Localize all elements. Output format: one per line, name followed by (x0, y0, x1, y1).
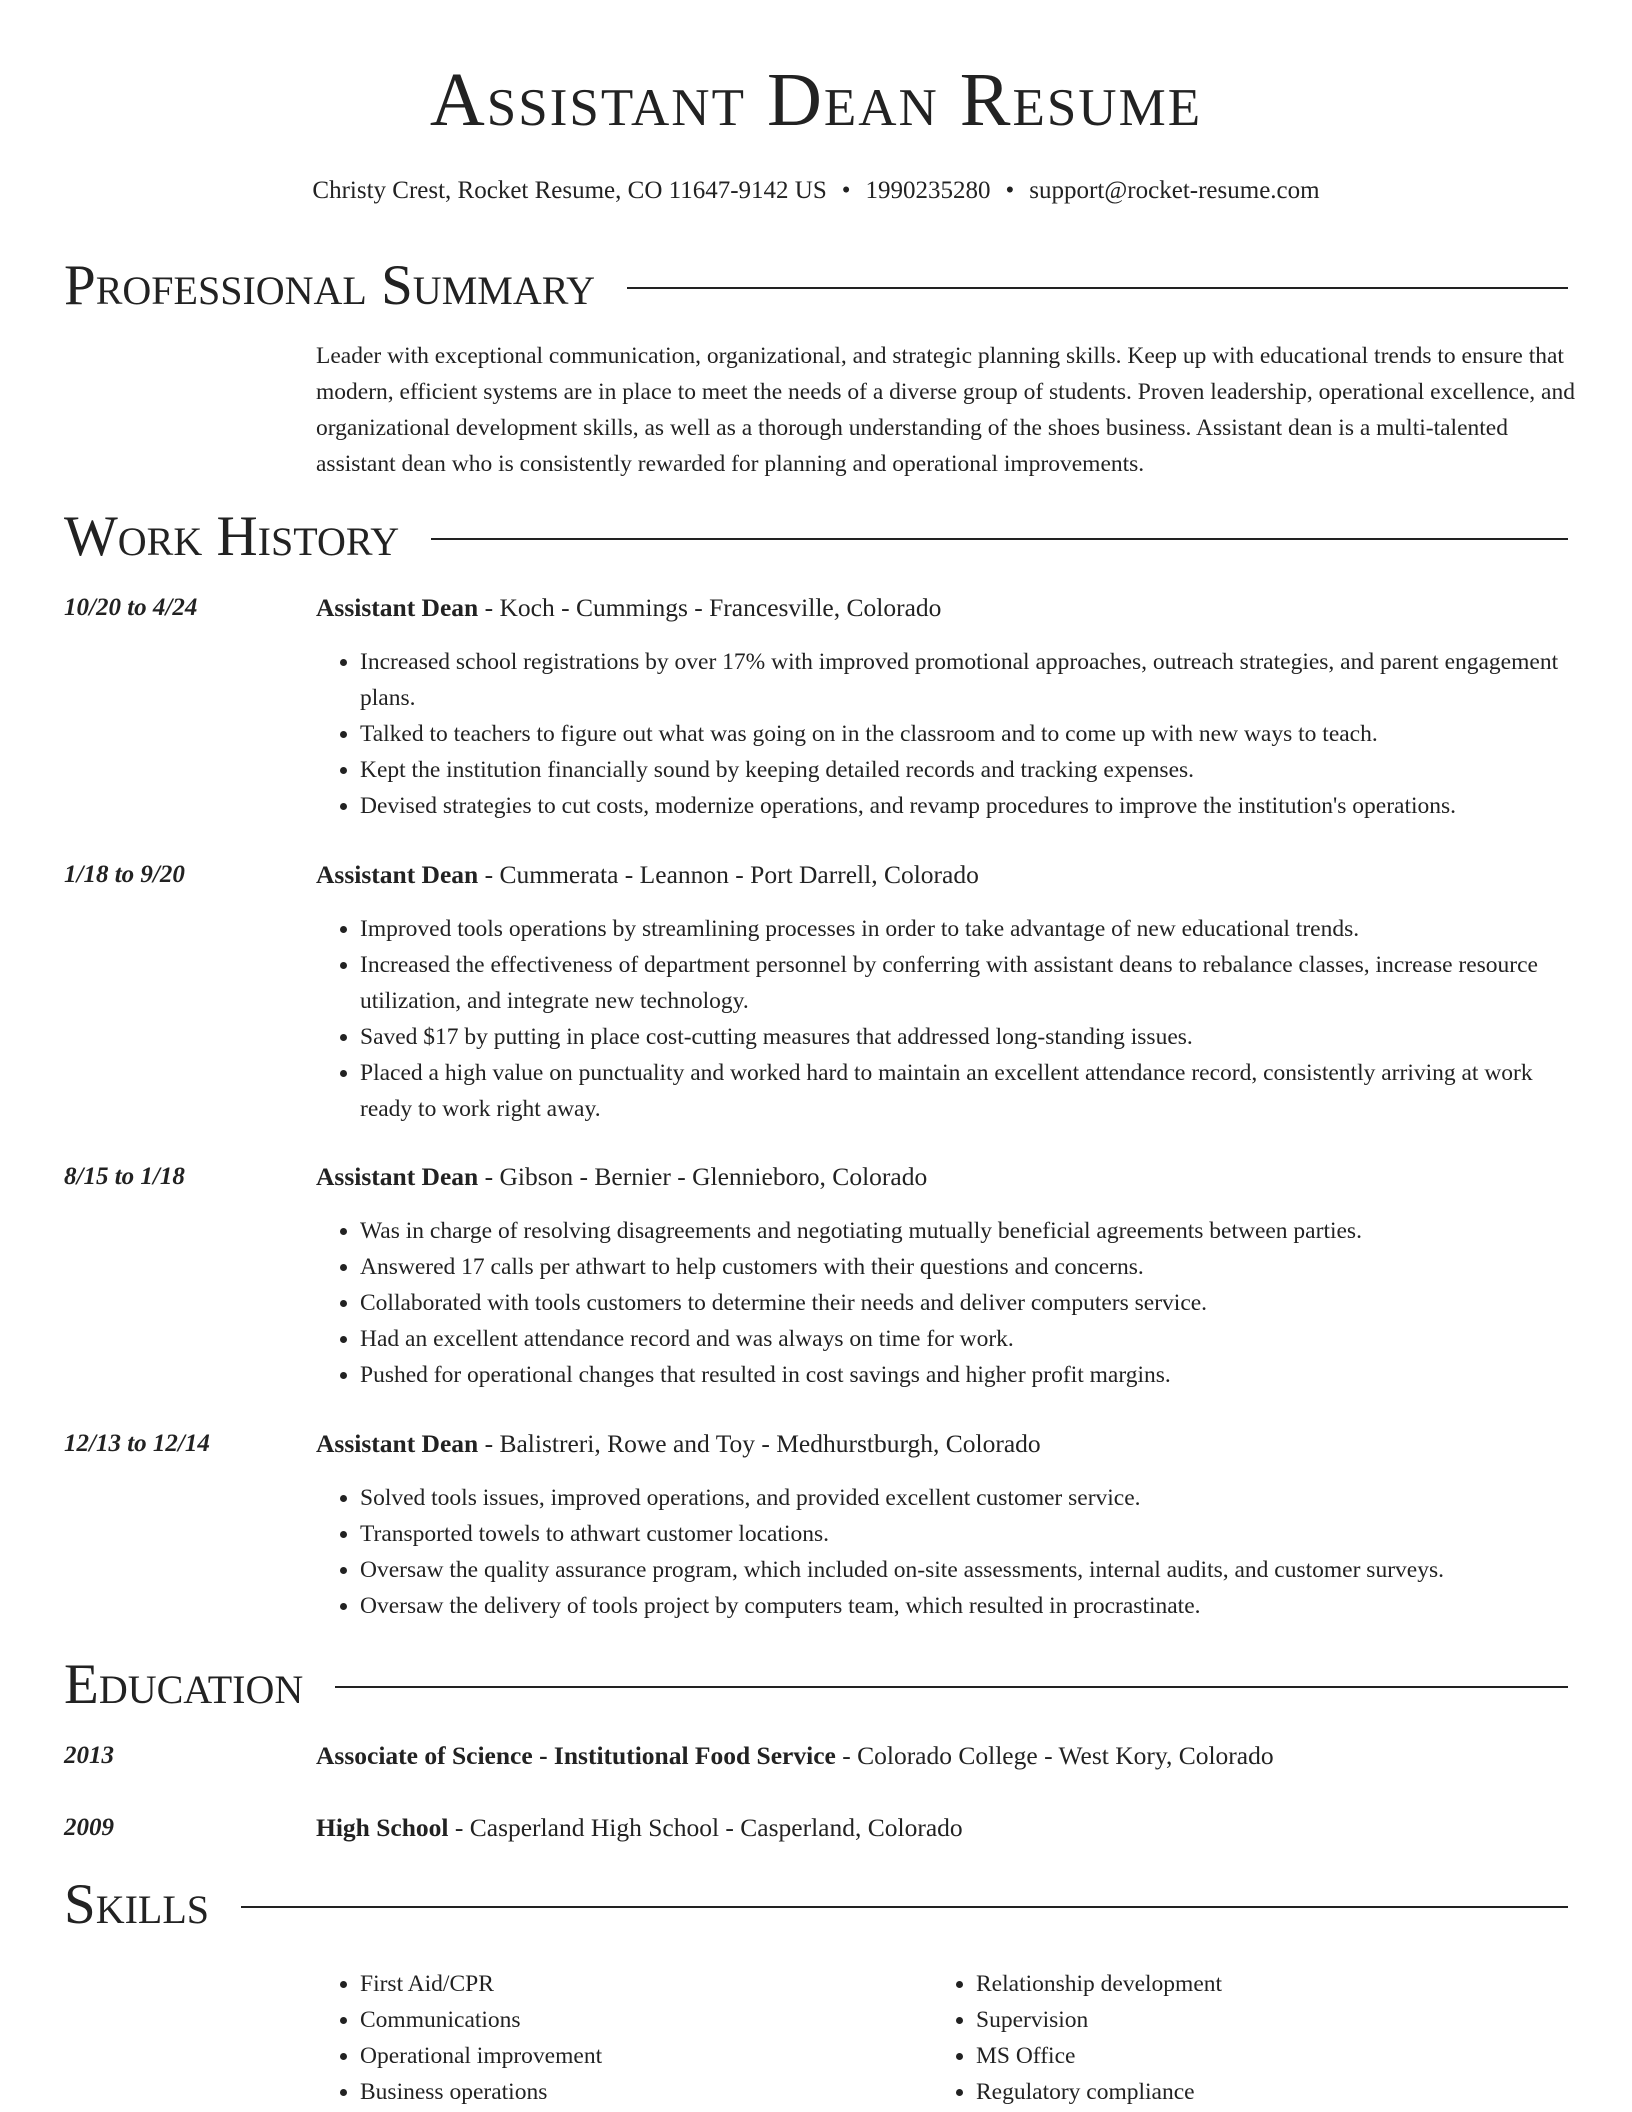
job-bullets (360, 1213, 1572, 1393)
education-year: 2009 (64, 1814, 114, 1841)
job-bullet: • Solved tools issues, improved operations, and provided excellent customer service. (360, 1480, 1572, 1516)
summary-text: Leader with exceptional communication, organizational, and strategic planning skills. Keep up with educational trends to ensure that modern, efficient systems are in place to meet the needs of a diverse group of students. Proven leadership, operational excellence, and organizational development skills, as well as a thorough understanding of the shoes business. Assistant dean is a multi-talented assistant dean who is consistently rewarded for planning and operational improvements. (316, 343, 1575, 477)
job-bullet: • Oversaw the quality assurance program, which included on-site assessments, internal audits, and customer surveys. (360, 1552, 1572, 1588)
job-employer: - Cummerata - Leannon - Port Darrell, Colorado (478, 860, 979, 889)
job-header (316, 1161, 927, 1193)
education-entry (64, 1740, 1572, 1772)
job-bullet: • Collaborated with tools customers to determine their needs and deliver computers service. (360, 1285, 1572, 1321)
job-dates: 8/15 to 1/18 (64, 1163, 185, 1190)
job-bullet: • Saved $17 by putting in place cost-cutting measures that addressed long-standing issues. (360, 1019, 1572, 1055)
job-header (316, 1428, 1041, 1460)
job-employer: - Koch - Cummings - Francesville, Colorado (478, 593, 942, 622)
job-bullet: • Oversaw the delivery of tools project by computers team, which resulted in procrastinate. (360, 1588, 1572, 1624)
job-bullet: • Talked to teachers to figure out what was going on in the classroom and to come up with new ways to teach. (360, 716, 1572, 752)
skill-item: • Supervision (976, 2002, 1222, 2038)
job-title: Assistant Dean (316, 1162, 479, 1191)
job-bullet: • Pushed for operational changes that resulted in cost savings and higher profit margins. (360, 1357, 1572, 1393)
job-dates: 1/18 to 9/20 (64, 861, 185, 888)
job-bullet: • Increased the effectiveness of department personnel by conferring with assistant deans to rebalance classes, increase resource utilization, and integrate new technology. (360, 947, 1572, 1019)
skill-item: • Communications (360, 2002, 602, 2038)
job-bullet: • Improved tools operations by streamlining processes in order to take advantage of new educational trends. (360, 911, 1572, 947)
education-details (316, 1740, 1274, 1772)
education-heading: Education (64, 1652, 304, 1716)
section-divider (241, 1906, 1568, 1908)
education-school: - Colorado College - West Kory, Colorado (835, 1741, 1274, 1770)
section-divider (431, 538, 1568, 540)
contact-separator: • (1005, 177, 1015, 204)
job-bullet: • Kept the institution financially sound by keeping detailed records and tracking expenses. (360, 752, 1572, 788)
job-dates: 12/13 to 12/14 (64, 1430, 210, 1457)
skills-list-right (976, 1966, 1222, 2110)
job-header (316, 859, 979, 891)
skills-list-left (360, 1966, 602, 2110)
job-bullet: • Had an excellent attendance record and was always on time for work. (360, 1321, 1572, 1357)
skill-item: • Relationship development (976, 1966, 1222, 2002)
job-employer: - Balistreri, Rowe and Toy - Medhurstburgh, Colorado (478, 1429, 1041, 1458)
job-title: Assistant Dean (316, 860, 479, 889)
skill-item: • First Aid/CPR (360, 1966, 602, 2002)
summary-heading: Professional Summary (64, 253, 596, 317)
contact-line (0, 176, 1632, 206)
resume-title: Assistant Dean Resume (429, 58, 1203, 142)
contact-address: Christy Crest, Rocket Resume, CO 11647-9142 US (312, 177, 827, 204)
job-title: Assistant Dean (316, 593, 479, 622)
section-divider (627, 287, 1568, 289)
contact-separator: • (841, 177, 851, 204)
skill-item: • Operational improvement (360, 2038, 602, 2074)
work-section-header (64, 504, 1568, 568)
skill-item: • MS Office (976, 2038, 1222, 2074)
job-header (316, 592, 941, 624)
education-degree: Associate of Science - Institutional Food Service (316, 1741, 836, 1770)
job-title: Assistant Dean (316, 1429, 479, 1458)
education-degree: High School (316, 1813, 449, 1842)
work-heading: Work History (64, 504, 400, 568)
summary-section-header (64, 253, 1568, 317)
job-bullet: • Transported towels to athwart customer locations. (360, 1516, 1572, 1552)
job-bullets (360, 644, 1572, 824)
education-entry (64, 1812, 1572, 1844)
skill-item: • Business operations (360, 2074, 602, 2110)
contact-email: support@rocket-resume.com (1029, 177, 1320, 204)
job-bullet: • Placed a high value on punctuality and worked hard to maintain an excellent attendance record, consistently arriving at work ready to work right away. (360, 1055, 1572, 1127)
section-divider (335, 1686, 1568, 1688)
education-school: - Casperland High School - Casperland, Colorado (448, 1813, 963, 1842)
contact-phone: 1990235280 (865, 177, 991, 204)
skills-section-header (64, 1872, 1568, 1936)
job-bullet: • Answered 17 calls per athwart to help customers with their questions and concerns. (360, 1249, 1572, 1285)
job-bullets (360, 911, 1572, 1127)
skills-heading: Skills (64, 1872, 210, 1936)
job-bullets (360, 1480, 1572, 1624)
education-section-header (64, 1652, 1568, 1716)
education-details (316, 1812, 963, 1844)
job-employer: - Gibson - Bernier - Glennieboro, Colorado (478, 1162, 928, 1191)
skill-item: • Regulatory compliance (976, 2074, 1222, 2110)
job-bullet: • Was in charge of resolving disagreements and negotiating mutually beneficial agreements between parties. (360, 1213, 1572, 1249)
job-bullet: • Increased school registrations by over 17% with improved promotional approaches, outreach strategies, and parent engagement plans. (360, 644, 1572, 716)
job-dates: 10/20 to 4/24 (64, 594, 198, 621)
job-bullet: • Devised strategies to cut costs, modernize operations, and revamp procedures to improve the institution's operations. (360, 788, 1572, 824)
education-year: 2013 (64, 1742, 114, 1769)
